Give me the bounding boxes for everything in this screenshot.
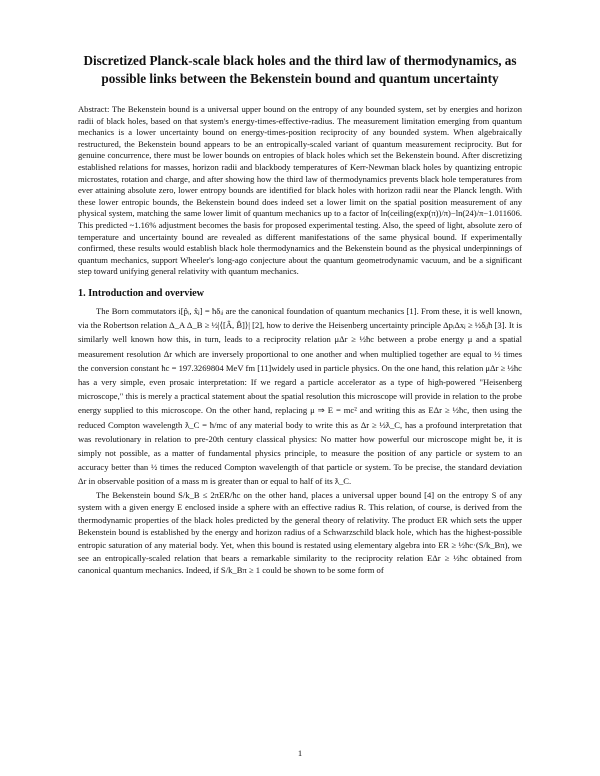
body-paragraph-2: The Bekenstein bound S/k_B ≤ 2πER/ħc on the other hand, places a universal upper bound [4] on the entropy S of any system with a given energy E enclosed inside a sphere with an effective radius R. This relation, of course, is derived from the thermodynamic properties of the black holes predicted by the general theory of relativity. The product ER which sets the upper Bekenstein bound is established by the energy and horizon radius of a Schwarzschild black hole, which has the highest-possible entropic saturation of any material body. Yet, when this bound is restated using elementary algebra into ER ≥ ½ħc·(S/k_Bπ), we see an entropically-scaled relation that bears a remarkable similarity to the reciprocity relation EΔr ≥ ½ħc obtained from canonical quantum mechanics. Indeed, if S/k_Bπ ≥ 1 could be shown to be some form of — [78, 489, 522, 576]
abstract: Abstract: The Bekenstein bound is a universal upper bound on the entropy of any bounded system, set by energies and horizon radii of black holes, based on that system's energy-times-effective-radius. The measurement limitation emerging from quantum mechanics is a lower uncertainty bound on energy-times-position reciprocity of any bounded system. When algebraically restructured, the Bekenstein bound appears to be an entropically-scaled variant of quantum measurement reciprocity. But for genuine concurrence, there must be lower bounds on entropies of black holes which set the Bekenstein bound. After discretizing established relations for masses, horizon radii and blackbody temperatures of Kerr-Newman black holes by quantizing entropic microstates, rotation and charge, and after showing how the third law of thermodynamics prevents black hole temperatures from ever attaining absolute zero, lower entropy bounds are identified for black holes with horizon radii near the Planck length. With these lower entropic bounds, the Bekenstein bound does indeed set a lower limit on the spatial position measurement of any physical system, matching the same lower limit of quantum mechanics up to a factor of ln(ceiling(exp(π))/π)−ln(24)/π−1.011606. This predicted ~1.16% adjustment becomes the basis for proposed experimental testing. Also, the speed of light, absolute zero of temperature and uncertainty bound are revealed as different manifestations of the same physical bound. If experimentally confirmed, these results would establish black hole thermodynamics and the Bekenstein bound as the physical underpinnings of quantum mechanics, support Wheeler's long-ago conjecture about the quantum geometrodynamic vacuum, and be a significant step toward unifying general relativity with quantum mechanics. — [78, 104, 522, 277]
page-number: 1 — [297, 748, 303, 758]
body-paragraph-1: The Born commutators i[p̂ᵢ, x̂ⱼ] = ħδᵢⱼ are the canonical foundation of quantum mechanics [1]. From these, it is well known, via the Robertson relation Δ_A Δ_B ≥ ½|⟨[Â, B̂]⟩| [2], how to derive the Heisenberg uncertainty principle ΔpᵢΔxⱼ ≥ ½δᵢⱼħ [3]. It is similarly well known how this, in turn, leads to a reciprocity relation μΔr ≥ ½ħc between a probe energy μ and a spatial measurement resolution Δr which are inversely proportional to one another and when multiplied together are equal to ½ times the conversion constant ħc = 197.3269804 MeV fm [11]widely used in particle physics. On the one hand, this relation μΔr ≥ ½ħc has a very simple, even prosaic interpretation: If we regard a particle accelerator as a type of high-powered "Heisenberg microscope," this is merely a practical statement about the spatial resolution this microscope will provide in relation to the probe energy supplied to this microscope. On the other hand, replacing μ ⇒ E = mc² and writing this as EΔr ≥ ½ħc, then using the reduced Compton wavelength ƛ_C = ħ/mc of any material body to write this as Δr ≥ ½ƛ_C, has a profound interpretation that was revolutionary in relation to pre-20th century classical physics: No matter how powerful our microscope might be, it is simply not possible, as a matter of fundamental physics principle, to measure the position of any particle or system to an accuracy better than ½ times the reduced Compton wavelength of that particle or system. To be precise, the standard deviation Δr in observable position of a mass m is greater than or equal to half of its ƛ_C. — [78, 305, 522, 487]
paper-title: Discretized Planck-scale black holes and the third law of thermodynamics, as possible links between the Bekenstein bound and quantum uncertainty — [83, 53, 517, 86]
section-heading: 1. Introduction and overview — [78, 287, 205, 299]
